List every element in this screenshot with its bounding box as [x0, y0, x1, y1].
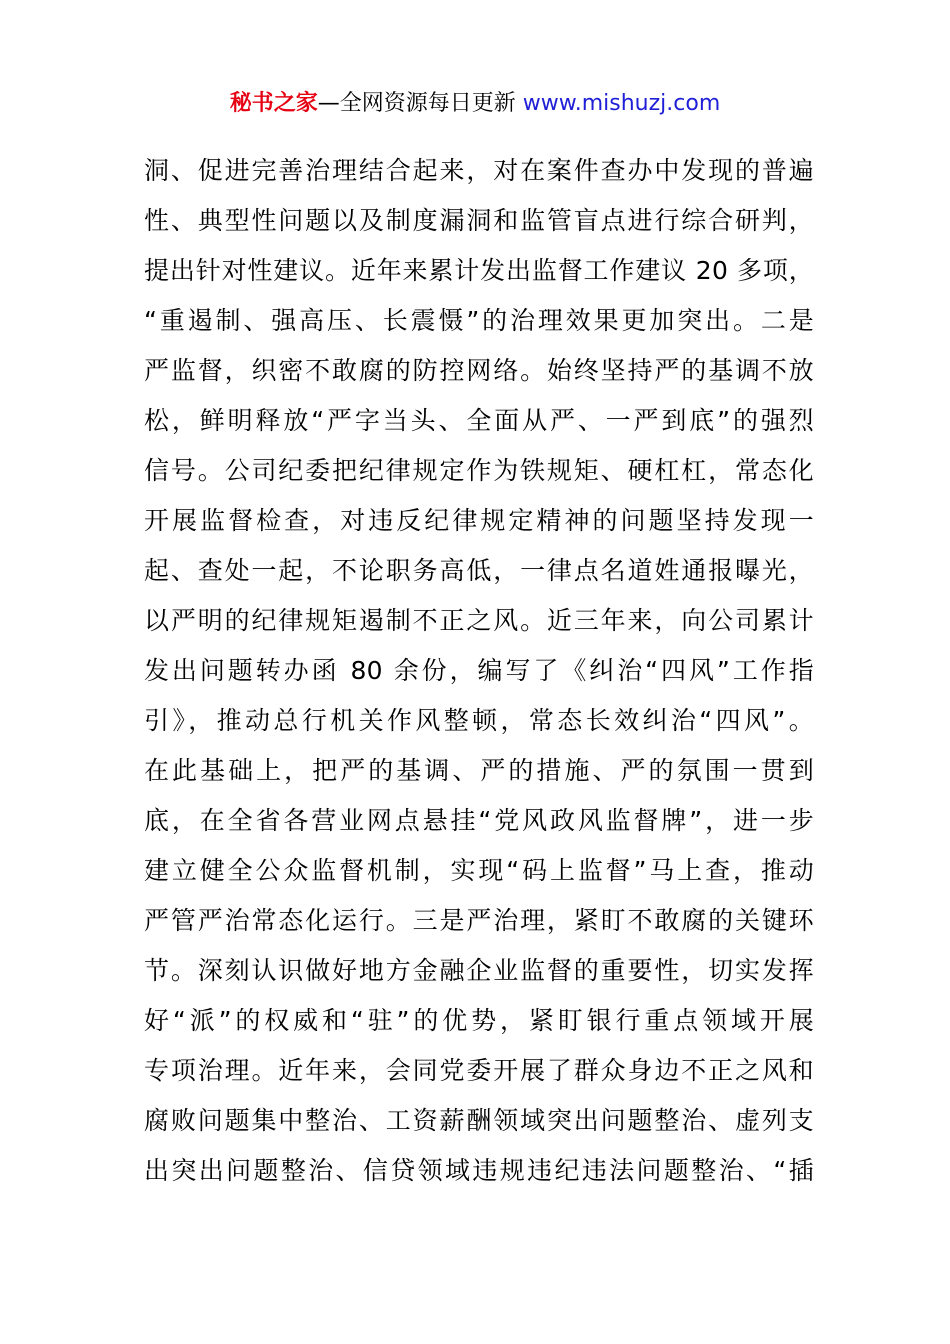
- text-line: 出突出问题整治、信贷领域违规违纪违法问题整治、“插: [144, 1156, 814, 1185]
- text-line: 提出针对性建议。近年来累计发出监督工作建议 20 多项，: [144, 256, 814, 285]
- brand-name: 秘书之家: [229, 91, 318, 116]
- text-line: 在此基础上，把严的基调、严的措施、严的氛围一贯到: [144, 756, 814, 785]
- text-line: 以严明的纪律规矩遏制不正之风。近三年来，向公司累计: [144, 606, 814, 635]
- text-line: 好“派”的权威和“驻”的优势，紧盯银行重点领域开展: [144, 1006, 814, 1035]
- text-line: 洞、促进完善治理结合起来，对在案件查办中发现的普遍: [144, 156, 814, 185]
- text-line: 引》，推动总行机关作风整顿，常态长效纠治“四风”。: [144, 706, 814, 735]
- text-line: 开展监督检查，对违反纪律规定精神的问题坚持发现一: [144, 506, 814, 535]
- text-line: 发出问题转办函 80 余份，编写了《纠治“四风”工作指: [144, 656, 814, 685]
- text-line: “重遏制、强高压、长震慑”的治理效果更加突出。二是: [144, 306, 814, 335]
- text-line: 性、典型性问题以及制度漏洞和监管盲点进行综合研判，: [144, 206, 814, 235]
- document-body: [144, 146, 814, 1196]
- text-line: 建立健全公众监督机制，实现“码上监督”马上查，推动: [144, 856, 814, 885]
- text-line: 信号。公司纪委把纪律规定作为铁规矩、硬杠杠，常态化: [144, 456, 814, 485]
- text-line: 节。深刻认识做好地方金融企业监督的重要性，切实发挥: [144, 956, 814, 985]
- text-line: 严监督，织密不敢腐的防控网络。始终坚持严的基调不放: [144, 356, 814, 385]
- text-line: 腐败问题集中整治、工资薪酬领域突出问题整治、虚列支: [144, 1106, 814, 1135]
- text-line: 底，在全省各营业网点悬挂“党风政风监督牌”，进一步: [144, 806, 814, 835]
- header-tagline: —全网资源每日更新: [317, 91, 523, 116]
- page-header: [0, 86, 950, 122]
- site-url-link[interactable]: www.mishuzj.com: [522, 91, 721, 116]
- text-line: 松，鲜明释放“严字当头、全面从严、一严到底”的强烈: [144, 406, 814, 435]
- text-line: 起、查处一起，不论职务高低，一律点名道姓通报曝光，: [144, 556, 814, 585]
- text-line: 严管严治常态化运行。三是严治理，紧盯不敢腐的关键环: [144, 906, 814, 935]
- text-line: 专项治理。近年来，会同党委开展了群众身边不正之风和: [144, 1056, 814, 1085]
